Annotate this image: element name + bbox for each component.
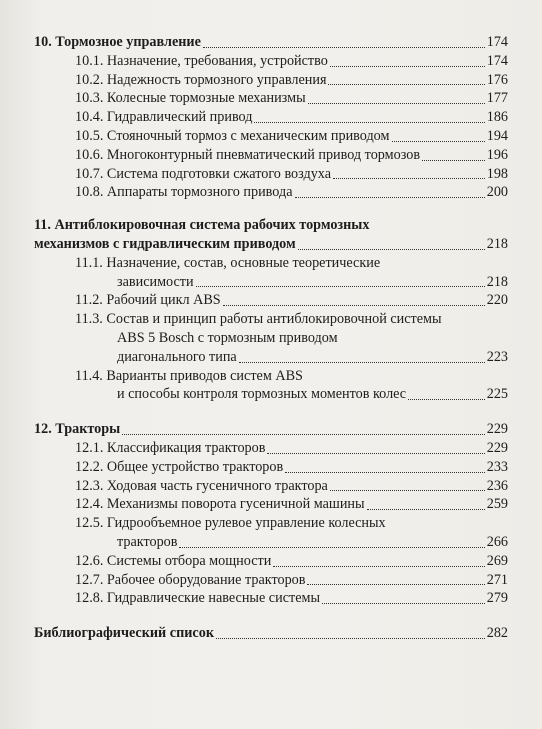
toc-page: 218 xyxy=(486,235,508,252)
toc-label: 10.6. Многоконтурный пневматический привод тормозов xyxy=(75,146,421,163)
toc-label: 12.1. Классификация тракторов xyxy=(75,439,266,456)
toc-page: 200 xyxy=(486,184,508,201)
leader-dots xyxy=(308,103,485,104)
toc-item[interactable] xyxy=(34,458,508,477)
toc-item[interactable] xyxy=(34,183,508,202)
leader-dots xyxy=(330,490,485,491)
toc-item[interactable] xyxy=(34,477,508,496)
toc-label: зависимости xyxy=(117,273,194,290)
toc-bibliography[interactable] xyxy=(34,624,508,643)
toc-page: 218 xyxy=(486,273,508,290)
toc-item[interactable] xyxy=(34,165,508,184)
leader-dots xyxy=(422,160,485,161)
toc-label: 12.3. Ходовая часть гусеничного трактора xyxy=(75,477,328,494)
toc-label: 10.5. Стояночный тормоз с механическим приводом xyxy=(75,127,390,144)
toc-label: 10.1. Назначение, требования, устройство xyxy=(75,52,328,69)
leader-dots xyxy=(179,547,484,548)
toc-label: 10.8. Аппараты тормозного привода xyxy=(75,184,293,201)
leader-dots xyxy=(330,66,485,67)
toc-item[interactable] xyxy=(34,52,508,71)
toc-item-11-1-line1[interactable]: 11.1. Назначение, состав, основные теоретические xyxy=(75,254,381,271)
toc-label: 11.2. Рабочий цикл ABS xyxy=(75,292,221,309)
toc-chapter-11-title-line1[interactable]: 11. Антиблокировочная система рабочих тормозных xyxy=(34,217,370,234)
toc-page: 279 xyxy=(486,590,508,607)
toc-item[interactable] xyxy=(34,89,508,108)
leader-dots xyxy=(333,178,485,179)
toc-label: 12.6. Системы отбора мощности xyxy=(75,552,272,569)
toc-page: 198 xyxy=(486,165,508,182)
leader-dots xyxy=(267,453,484,454)
toc-page: 177 xyxy=(486,90,508,107)
leader-dots xyxy=(122,434,485,435)
toc-item-12-5[interactable] xyxy=(34,533,508,552)
toc-page: 225 xyxy=(486,386,508,403)
leader-dots xyxy=(203,47,485,48)
toc-item[interactable] xyxy=(34,552,508,571)
toc-page: 176 xyxy=(486,71,508,88)
toc-title: Библиографический список xyxy=(34,625,214,642)
toc-title: 12. Тракторы xyxy=(34,421,121,438)
toc-page: 223 xyxy=(486,348,508,365)
toc-page: 174 xyxy=(486,34,508,50)
toc-label: и способы контроля тормозных моментов колес xyxy=(117,386,407,403)
leader-dots xyxy=(322,603,485,604)
leader-dots xyxy=(196,286,485,287)
toc-label: 12.8. Гидравлические навесные системы xyxy=(75,590,320,607)
section-gap xyxy=(34,202,508,216)
leader-dots xyxy=(298,249,485,250)
toc-label: диагонального типа xyxy=(117,348,237,365)
toc-chapter-10[interactable] xyxy=(34,33,508,52)
toc-chapter-10-items xyxy=(34,52,508,202)
toc-page: 259 xyxy=(486,496,508,513)
toc-page: 271 xyxy=(486,571,508,588)
toc-item[interactable] xyxy=(34,71,508,90)
toc-page: 229 xyxy=(486,421,508,438)
toc-label: 12.2. Общее устройство тракторов xyxy=(75,458,284,475)
leader-dots xyxy=(392,141,485,142)
toc-page: 194 xyxy=(486,127,508,144)
leader-dots xyxy=(254,122,484,123)
toc-page: 266 xyxy=(486,533,508,550)
toc-page: 186 xyxy=(486,109,508,126)
toc-page: 269 xyxy=(486,552,508,569)
leader-dots xyxy=(285,472,485,473)
toc-item[interactable] xyxy=(34,108,508,127)
leader-dots xyxy=(295,197,485,198)
leader-dots xyxy=(239,362,485,363)
toc-label: 12.4. Механизмы поворота гусеничной машины xyxy=(75,496,365,513)
toc-item-11-2[interactable] xyxy=(34,291,508,310)
toc-item[interactable] xyxy=(34,127,508,146)
toc-title: механизмов с гидравлическим приводом xyxy=(34,235,296,252)
toc-label: 10.4. Гидравлический привод xyxy=(75,109,253,126)
leader-dots xyxy=(307,584,484,585)
toc-item[interactable] xyxy=(34,146,508,165)
toc-item[interactable] xyxy=(34,589,508,608)
toc-item-11-4-line1[interactable]: 11.4. Варианты приводов систем ABS xyxy=(75,367,303,384)
toc-page: 174 xyxy=(486,52,508,69)
leader-dots xyxy=(216,638,485,639)
toc-label: тракторов xyxy=(117,533,178,550)
leader-dots xyxy=(223,305,485,306)
toc-page: 282 xyxy=(486,625,508,642)
toc-page: 196 xyxy=(486,146,508,163)
leader-dots xyxy=(408,399,485,400)
toc-page: 233 xyxy=(486,458,508,475)
toc-label: 10.7. Система подготовки сжатого воздуха xyxy=(75,165,332,182)
toc-title: 10. Тормозное управление xyxy=(34,34,201,50)
toc-item-12-5-line1[interactable]: 12.5. Гидрообъемное рулевое управление колесных xyxy=(75,515,386,532)
table-of-contents xyxy=(34,33,508,643)
toc-item-11-3-line2[interactable]: ABS 5 Bosch с тормозным приводом xyxy=(117,329,338,346)
leader-dots xyxy=(328,84,484,85)
toc-item[interactable] xyxy=(34,571,508,590)
toc-chapter-11[interactable] xyxy=(34,235,508,254)
toc-label: 10.2. Надежность тормозного управления xyxy=(75,71,327,88)
toc-page: 229 xyxy=(486,439,508,456)
toc-chapter-12[interactable] xyxy=(34,420,508,439)
section-gap xyxy=(34,608,508,624)
toc-item-11-3[interactable] xyxy=(34,348,508,367)
toc-item[interactable] xyxy=(34,439,508,458)
toc-item-11-1[interactable] xyxy=(34,273,508,292)
toc-page: 220 xyxy=(486,292,508,309)
leader-dots xyxy=(273,566,484,567)
toc-label: 12.7. Рабочее оборудование тракторов xyxy=(75,571,306,588)
toc-page: 236 xyxy=(486,477,508,494)
toc-item-11-3-line1[interactable]: 11.3. Состав и принцип работы антиблокировочной системы xyxy=(75,311,442,328)
toc-label: 10.3. Колесные тормозные механизмы xyxy=(75,90,306,107)
section-gap xyxy=(34,404,508,420)
leader-dots xyxy=(367,509,485,510)
toc-item[interactable] xyxy=(34,495,508,514)
toc-item-11-4[interactable] xyxy=(34,385,508,404)
